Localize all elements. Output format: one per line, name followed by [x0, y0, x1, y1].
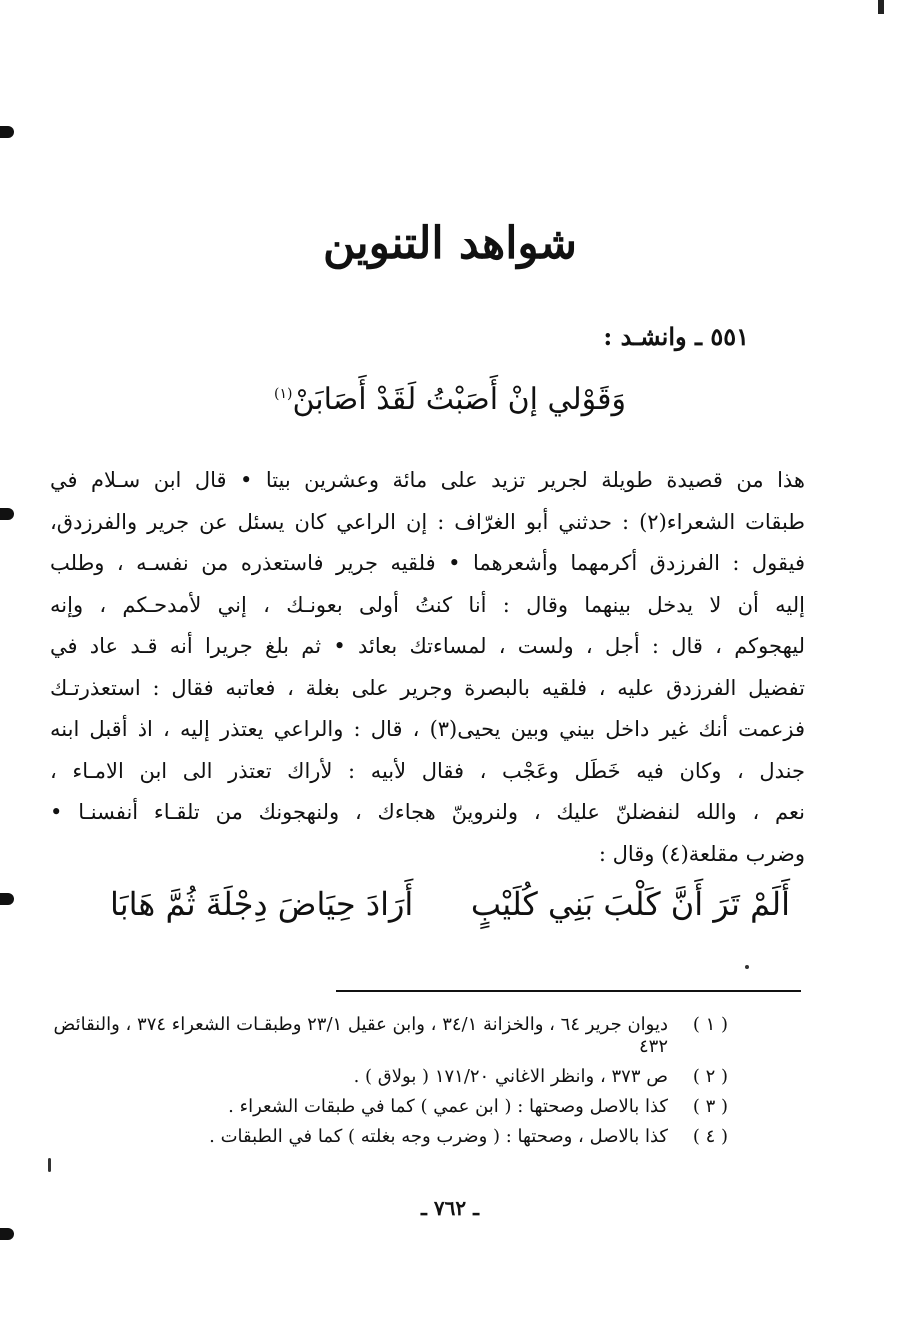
footnote-text: كذا بالاصل وصحتها : ( ابن عمي ) كما في طبقات الشعراء .	[228, 1096, 668, 1117]
poetry-couplet	[100, 885, 790, 945]
quoted-verse	[200, 382, 700, 417]
text-line: إليه أن لا يدخل بينهما وقال : أنا كنتُ أولى بعونـك ، إني لأمدحـكم ، وإنه	[50, 592, 805, 617]
footnote-number: ( ٢ )	[692, 1066, 729, 1087]
commentary-paragraph	[50, 460, 805, 875]
text-line: نعم ، والله لنفضلنّ عليك ، ولنروينّ هجاءك ، ولنهجونك من تلقـاء أنفسنـا •	[50, 800, 805, 824]
text-line: وضرب مقلعة(٤) وقال :	[598, 841, 805, 866]
entry-number: ٥٥١	[710, 322, 749, 351]
footnotes	[48, 1014, 738, 1156]
footnote-number: ( ٤ )	[692, 1126, 729, 1147]
page-number: ـ ٧٦٢ ـ	[421, 1196, 479, 1220]
second-hemistich: أَرَادَ حِيَاضَ دِجْلَةَ ثُمَّ هَابَا	[110, 885, 414, 923]
text-line: جندل ، وكان فيه خَطَل وعَجْب ، فقال لأبيه : لأراك تعتذر الى ابن الامـاء ،	[50, 758, 805, 783]
first-hemistich: أَلَمْ تَرَ أَنَّ كَلْبَ بَنِي كُلَيْبٍ	[470, 885, 790, 923]
footnote-divider	[336, 990, 801, 992]
footnote-item	[48, 1126, 738, 1148]
footnote-item	[48, 1096, 738, 1118]
footnote-text: كذا بالاصل ، وصحتها : ( وضرب وجه بغلته ) كما في الطبقات .	[209, 1126, 668, 1147]
scan-speck	[745, 965, 749, 969]
binding-mark	[0, 126, 14, 138]
binding-mark	[0, 1228, 14, 1240]
verse-text: وَقَوْلي إنْ أَصَبْتُ لَقَدْ أَصَابَنْ	[292, 382, 626, 417]
footnote-item	[48, 1014, 738, 1058]
scan-speck	[48, 1158, 51, 1172]
binding-mark	[0, 893, 14, 905]
page-title: شواهد التنوين	[322, 218, 578, 269]
entry-heading	[603, 322, 749, 351]
text-line: تفضيل الفرزدق عليه ، فلقيه بالبصرة وجرير على بغلة ، فعاتبه فقال : استعذرتـك	[50, 675, 805, 700]
text-line: ليهجوكم ، قال : أجل ، ولست ، لمساءتك بعائد • ثم بلغ جريرا أنه قـد عاد في	[50, 634, 805, 658]
scan-corner-mark	[878, 0, 884, 14]
footnote-text: ص ٣٧٣ ، وانظر الاغاني ١٧١/٢٠ ( بولاق ) .	[353, 1066, 668, 1087]
binding-mark	[0, 508, 14, 520]
footnote-item	[48, 1066, 738, 1088]
entry-label: ـ وانشـد :	[603, 322, 702, 351]
text-line: طبقات الشعراء(٢) : حدثني أبو الغرّاف : إن الراعي كان يسئل عن جرير والفرزدق،	[50, 509, 805, 534]
footnote-number: ( ٣ )	[692, 1096, 729, 1117]
footnote-text: ديوان جرير ٦٤ ، والخزانة ٣٤/١ ، وابن عقيل ٢٣/١ وطبقـات الشعراء ٣٧٤ ، والنقائض ٤٣٢	[53, 1014, 668, 1057]
text-line: فزعمت أنك غير داخل بيني وبين يحيى(٣) ، قال : والراعي يعتذر إليه ، اذ أقبل ابنه	[50, 717, 805, 741]
text-line: فيقول : الفرزدق أكرمهما وأشعرهما • فلقيه جرير فاستعذره من نفسـه ، وطلب	[50, 551, 805, 575]
footnote-number: ( ١ )	[692, 1014, 729, 1035]
footnote-ref: (١)	[274, 386, 293, 402]
text-line: هذا من قصيدة طويلة لجرير تزيد على مائة وعشرين بيتا • قال ابن سـلام في	[50, 468, 805, 492]
